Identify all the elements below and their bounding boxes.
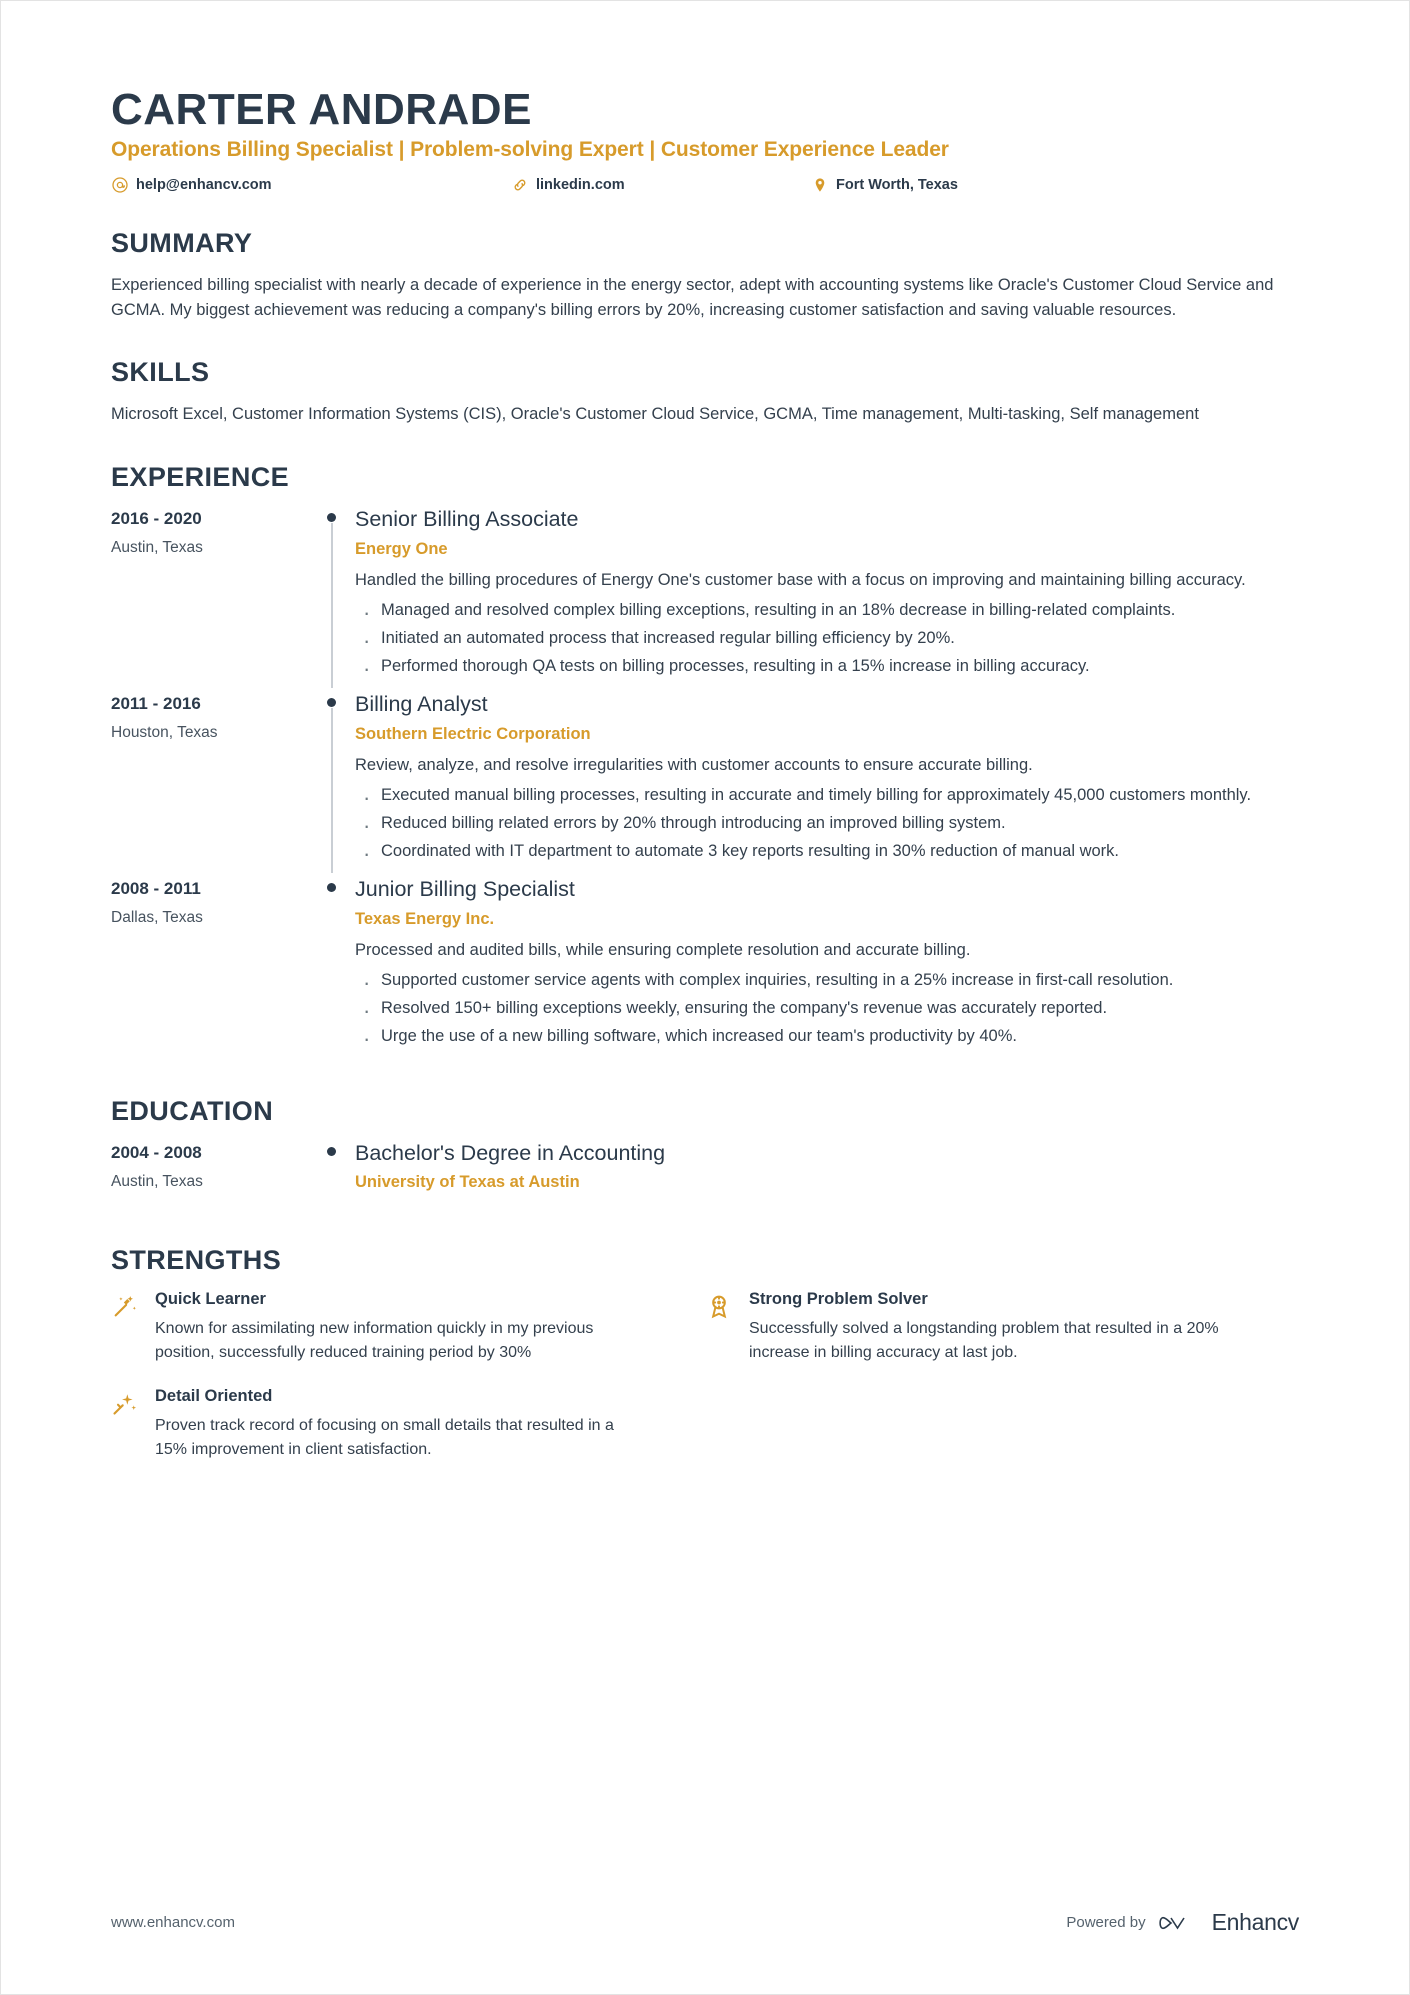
job-description: Handled the billing procedures of Energy One's customer base with a focus on improving and maintaining billing accuracy.	[355, 570, 1246, 589]
entry-location: Austin, Texas	[111, 1172, 203, 1190]
strength-description: Successfully solved a longstanding problem that resulted in a 20% increase in billing accuracy at last job.	[749, 1319, 1219, 1361]
job-bullet: · Resolved 150+ billing exceptions weekly, ensuring the company's revenue was accurately reported.	[355, 996, 1299, 1021]
job-bullet: · Supported customer service agents with complex inquiries, resulting in a 25% increase in first-call resolution.	[355, 968, 1299, 993]
timeline-marker	[313, 507, 355, 682]
skills-title: SKILLS	[111, 357, 210, 388]
company-name: Energy One	[355, 539, 448, 558]
footer-website[interactable]: www.enhancv.com	[111, 1914, 235, 1931]
target-arrow-icon	[111, 1387, 155, 1462]
entry-dates: 2016 - 2020	[111, 508, 202, 528]
entry-location: Houston, Texas	[111, 723, 218, 741]
candidate-name: CARTER ANDRADE	[111, 85, 532, 134]
skills-text: Microsoft Excel, Customer Information Systems (CIS), Oracle's Customer Cloud Service, GCMA, Time management, Multi-tasking, Self management	[111, 405, 1199, 424]
job-description: Processed and audited bills, while ensuring complete resolution and accurate billing.	[355, 940, 971, 959]
email-icon	[111, 176, 129, 194]
contact-location	[811, 176, 958, 194]
job-bullet: · Managed and resolved complex billing exceptions, resulting in an 18% decrease in billing-related complaints.	[355, 598, 1299, 623]
timeline-dot	[327, 1147, 336, 1156]
job-bullet: · Urge the use of a new billing software, which increased our team's productivity by 40%.	[355, 1024, 1299, 1049]
strength-title: Quick Learner	[155, 1289, 266, 1308]
strengths-grid	[111, 1290, 1299, 1484]
entry-meta	[111, 692, 313, 867]
entry-location: Dallas, Texas	[111, 908, 203, 926]
company-name: Texas Energy Inc.	[355, 909, 495, 928]
school-name: University of Texas at Austin	[355, 1172, 580, 1191]
strength-body	[749, 1290, 1239, 1365]
experience-title: EXPERIENCE	[111, 461, 290, 492]
page-footer	[111, 1909, 1299, 1936]
strength-title: Strong Problem Solver	[749, 1289, 928, 1308]
entry-body	[355, 692, 1299, 867]
strength-body	[155, 1387, 645, 1462]
entry-location: Austin, Texas	[111, 538, 203, 556]
contact-row	[111, 176, 1299, 194]
experience-entry	[111, 877, 1299, 1062]
job-bullets	[355, 783, 1299, 863]
powered-by-block	[1066, 1909, 1299, 1936]
job-bullet: · Coordinated with IT department to automate 3 key reports resulting in 30% reduction of manual work.	[355, 839, 1299, 864]
company-name: Southern Electric Corporation	[355, 724, 591, 743]
education-title: EDUCATION	[111, 1095, 274, 1126]
strength-description: Known for assimilating new information quickly in my previous position, successfully reduced training period by 30%	[155, 1319, 594, 1361]
resume-header	[111, 85, 1299, 194]
timeline-line	[331, 708, 333, 873]
section-experience	[111, 462, 1299, 1062]
strength-body	[155, 1290, 645, 1365]
timeline-marker	[313, 877, 355, 1052]
section-strengths	[111, 1245, 1299, 1484]
job-bullet: · Reduced billing related errors by 20% through introducing an improved billing system.	[355, 811, 1299, 836]
job-bullets	[355, 598, 1299, 678]
location-pin-icon	[811, 176, 829, 194]
entry-dates: 2008 - 2011	[111, 878, 201, 898]
contact-email[interactable]	[111, 176, 511, 194]
summary-text: Experienced billing specialist with nearly a decade of experience in the energy sector, adept with accounting systems like Oracle's Customer Cloud Service and GCMA. My biggest achievement was reducing a company's billing errors by 20%, increasing customer satisfaction and saving valuable resources.	[111, 276, 1274, 320]
entry-dates: 2011 - 2016	[111, 693, 201, 713]
brand-logo	[1158, 1909, 1299, 1936]
job-description: Review, analyze, and resolve irregularities with customer accounts to ensure accurate billing.	[355, 755, 1033, 774]
timeline-marker	[313, 1141, 355, 1201]
job-bullets	[355, 968, 1299, 1048]
contact-email-text: help@enhancv.com	[136, 177, 272, 194]
strength-description: Proven track record of focusing on small details that resulted in a 15% improvement in client satisfaction.	[155, 1416, 614, 1458]
job-bullet: · Performed thorough QA tests on billing processes, resulting in a 15% increase in billing accuracy.	[355, 654, 1299, 679]
timeline-line	[331, 523, 333, 688]
powered-by-label: Powered by	[1066, 1914, 1146, 1931]
contact-linkedin-text: linkedin.com	[536, 177, 625, 194]
job-title: Junior Billing Specialist	[355, 876, 575, 901]
education-entry	[111, 1141, 1299, 1211]
timeline-dot	[327, 883, 336, 892]
strengths-title: STRENGTHS	[111, 1244, 282, 1275]
timeline-dot	[327, 698, 336, 707]
entry-meta	[111, 877, 313, 1052]
timeline-dot	[327, 513, 336, 522]
contact-location-text: Fort Worth, Texas	[836, 177, 958, 194]
link-icon	[511, 176, 529, 194]
job-title: Billing Analyst	[355, 691, 488, 716]
job-bullet: · Executed manual billing processes, resulting in accurate and timely billing for approximately 45,000 customers monthly.	[355, 783, 1299, 808]
degree-title: Bachelor's Degree in Accounting	[355, 1140, 666, 1165]
magic-wand-icon	[111, 1290, 155, 1365]
strength-item	[705, 1290, 1299, 1365]
section-skills	[111, 357, 1299, 427]
strength-title: Detail Oriented	[155, 1386, 273, 1405]
entry-meta	[111, 1141, 313, 1201]
section-education	[111, 1096, 1299, 1211]
experience-entry	[111, 507, 1299, 692]
entry-meta	[111, 507, 313, 682]
entry-body	[355, 1141, 1299, 1201]
summary-title: SUMMARY	[111, 228, 253, 259]
brand-name: Enhancv	[1211, 1909, 1299, 1935]
strength-item	[111, 1387, 705, 1462]
section-summary	[111, 228, 1299, 323]
experience-entry	[111, 692, 1299, 877]
candidate-headline: Operations Billing Specialist | Problem-solving Expert | Customer Experience Leader	[111, 138, 949, 162]
strength-item	[111, 1290, 705, 1365]
timeline-marker	[313, 692, 355, 867]
job-bullet: · Initiated an automated process that increased regular billing efficiency by 20%.	[355, 626, 1299, 651]
job-title: Senior Billing Associate	[355, 506, 579, 531]
entry-body	[355, 877, 1299, 1052]
contact-linkedin[interactable]	[511, 176, 811, 194]
award-badge-icon	[705, 1290, 749, 1365]
entry-body	[355, 507, 1299, 682]
entry-dates: 2004 - 2008	[111, 1142, 202, 1162]
